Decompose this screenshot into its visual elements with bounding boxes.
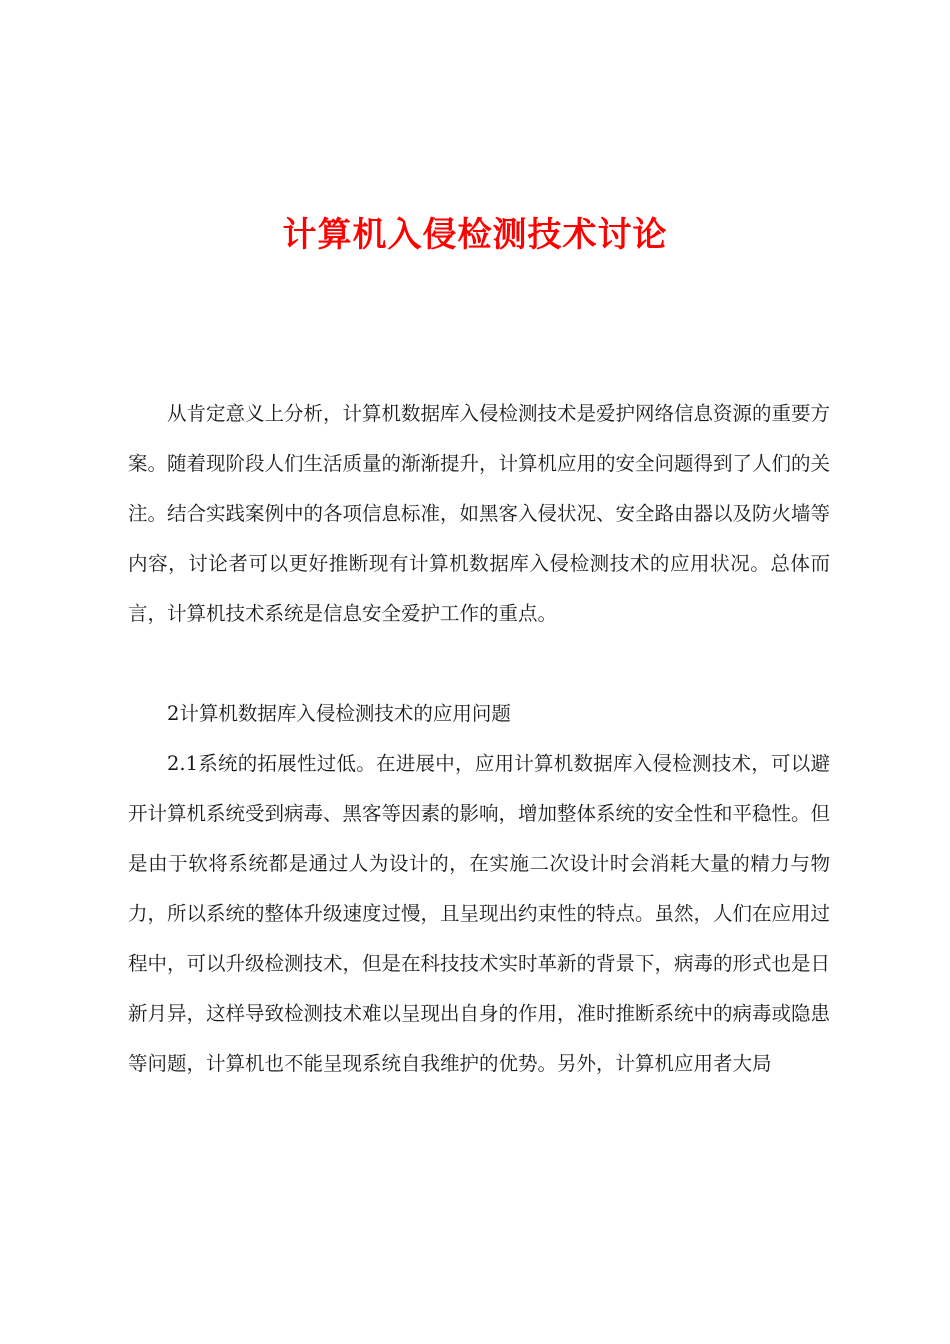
- document-title: 计算机入侵检测技术讨论: [282, 215, 668, 255]
- section-heading: 2计算机数据库入侵检测技术的应用问题: [167, 702, 511, 725]
- paragraph-section-2-1: 2.1系统的拓展性过低。在进展中，应用计算机数据库入侵检测技术，可以避开计算机系统受到病毒、黑客等因素的影响，增加整体系统的安全性和平稳性。但是由于软将系统都是通过人为设计的，在实施二次设计时会消耗大量的精力与物力，所以系统的整体升级速度过慢，且呈现出约束性的特点。虽然，人们在应用过程中，可以升级检测技术，但是在科技技术实时革新的背景下，病毒的形式也是日新月异，这样导致检测技术难以呈现出自身的作用，准时推断系统中的病毒或隐患等问题，计算机也不能呈现系统自我维护的优势。另外，计算机应用者大局: [128, 752, 831, 1075]
- paragraph-intro: 从肯定意义上分析，计算机数据库入侵检测技术是爱护网络信息资源的重要方案。随着现阶段人们生活质量的渐渐提升，计算机应用的安全问题得到了人们的关注。结合实践案例中的各项信息标准，如黑客入侵状况、安全路由器以及防火墙等内容，讨论者可以更好推断现有计算机数据库入侵检测技术的应用状况。总体而言，计算机技术系统是信息安全爱护工作的重点。: [128, 402, 831, 625]
